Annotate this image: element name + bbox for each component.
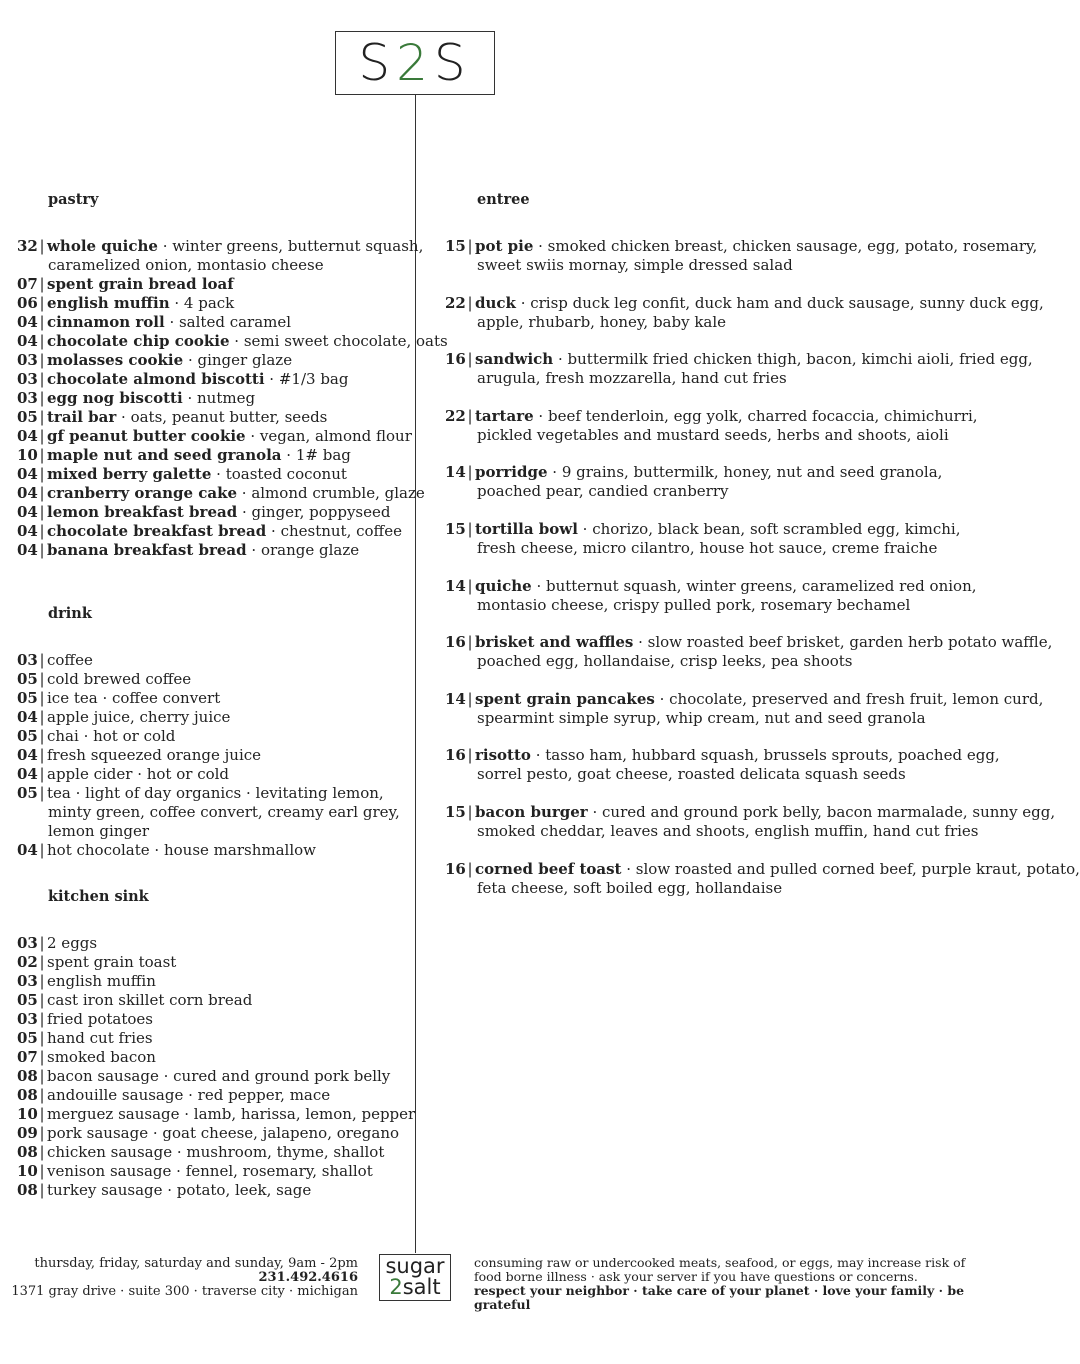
separator: | <box>39 689 45 707</box>
menu-item <box>17 1105 415 1124</box>
menu-item <box>17 727 175 746</box>
menu-item <box>17 934 97 953</box>
item-text: andouille sausage · red pepper, mace <box>47 1086 331 1104</box>
item-text: coffee <box>47 651 93 669</box>
item-description: · oats, peanut butter, seeds <box>116 408 328 426</box>
menu-item <box>17 651 93 670</box>
item-price: 08 <box>17 1181 38 1199</box>
item-text: turkey sausage · potato, leek, sage <box>47 1181 312 1199</box>
item-price: 14 <box>445 689 466 708</box>
item-name: mixed berry galette <box>47 465 212 483</box>
item-name: spent grain pancakes <box>475 689 655 708</box>
separator: | <box>39 351 45 369</box>
item-price: 08 <box>17 1143 38 1161</box>
separator: | <box>467 520 473 538</box>
item-price: 05 <box>17 408 38 426</box>
item-text: pork sausage · goat cheese, jalapeno, oregano <box>47 1124 400 1142</box>
item-description-cont: apple, rhubarb, honey, baby kale <box>477 312 727 331</box>
menu-item <box>445 237 1037 256</box>
separator: | <box>467 237 473 255</box>
item-price: 03 <box>17 1010 38 1028</box>
menu-item <box>17 465 347 484</box>
item-name: maple nut and seed granola <box>47 446 282 464</box>
separator: | <box>467 859 473 878</box>
item-price: 04 <box>17 484 38 502</box>
separator: | <box>39 1029 45 1047</box>
menu-item <box>17 275 234 294</box>
item-name: lemon breakfast bread <box>47 503 238 521</box>
item-price: 04 <box>17 746 38 764</box>
item-price: 10 <box>17 446 38 464</box>
item-price: 10 <box>17 1105 38 1123</box>
item-name: egg nog biscotti <box>47 389 183 407</box>
menu-item <box>445 294 1044 313</box>
item-description: · toasted coconut <box>211 465 347 483</box>
item-name: chocolate chip cookie <box>47 332 230 350</box>
item-name: tartare <box>475 406 534 425</box>
item-text: spent grain toast <box>47 953 177 971</box>
item-description: · slow roasted and pulled corned beef, purple kraut, potato, <box>621 859 1080 878</box>
entree-section <box>445 191 1080 897</box>
center-divider <box>415 95 416 1253</box>
item-price: 04 <box>17 503 38 521</box>
separator: | <box>39 746 45 764</box>
item-price: 15 <box>445 803 466 821</box>
menu-item <box>17 1029 153 1048</box>
item-text: fresh squeezed orange juice <box>47 746 262 764</box>
item-price: 04 <box>17 708 38 726</box>
item-price: 06 <box>17 294 38 312</box>
menu-item <box>445 463 942 482</box>
separator: | <box>39 427 45 445</box>
item-description: · 1# bag <box>281 446 351 464</box>
item-price: 16 <box>445 633 466 652</box>
item-price: 32 <box>17 237 38 255</box>
hours: thursday, friday, saturday and sunday, 9am - 2pm <box>34 1256 358 1271</box>
item-description-cont: caramelized onion, montasio cheese <box>48 256 324 274</box>
separator: | <box>39 313 45 331</box>
section-title: kitchen sink <box>48 888 149 905</box>
separator: | <box>39 503 45 521</box>
separator: | <box>39 727 45 745</box>
item-price: 03 <box>17 972 38 990</box>
item-description-cont: feta cheese, soft boiled egg, hollandaise <box>477 878 783 897</box>
separator: | <box>39 708 45 726</box>
item-price: 03 <box>17 934 38 952</box>
item-text: fried potatoes <box>47 1010 154 1028</box>
item-description: · salted caramel <box>164 313 292 331</box>
menu-item <box>17 784 384 803</box>
item-description: · tasso ham, hubbard squash, brussels sprouts, poached egg, <box>530 746 1000 765</box>
separator: | <box>39 1105 45 1123</box>
menu-item <box>17 1143 384 1162</box>
separator: | <box>39 370 45 388</box>
separator: | <box>39 541 45 559</box>
item-description-cont: poached egg, hollandaise, crisp leeks, pea shoots <box>477 652 853 671</box>
item-text: english muffin <box>47 972 156 990</box>
pastry-section <box>17 191 448 559</box>
item-description: · beef tenderloin, egg yolk, charred focaccia, chimichurri, <box>533 406 978 425</box>
item-description: · ginger glaze <box>183 351 293 369</box>
menu-item <box>17 972 156 991</box>
item-price: 02 <box>17 953 38 971</box>
item-text: apple juice, cherry juice <box>47 708 231 726</box>
menu-item <box>17 389 255 408</box>
separator: | <box>39 484 45 502</box>
item-price: 10 <box>17 1162 38 1180</box>
separator: | <box>39 1010 45 1028</box>
item-name: whole quiche <box>47 237 158 255</box>
menu-item <box>17 765 229 784</box>
menu-item <box>445 577 977 596</box>
item-text: chai · hot or cold <box>47 727 176 745</box>
footer-notice <box>474 1256 994 1312</box>
separator: | <box>467 463 473 482</box>
item-name: spent grain bread loaf <box>47 275 234 293</box>
item-description: · semi sweet chocolate, oats <box>229 332 448 350</box>
item-price: 05 <box>17 727 38 745</box>
separator: | <box>467 803 473 821</box>
item-description: · winter greens, butternut squash, <box>157 237 424 255</box>
item-description-cont: fresh cheese, micro cilantro, house hot sauce, creme fraiche <box>477 539 938 557</box>
item-price: 04 <box>17 332 38 350</box>
item-description-cont: arugula, fresh mozzarella, hand cut fries <box>477 369 787 388</box>
item-name: duck <box>475 293 516 312</box>
item-text: apple cider · hot or cold <box>47 765 230 783</box>
menu-item <box>17 1181 311 1200</box>
separator: | <box>467 350 473 369</box>
item-name: bacon burger <box>475 803 588 821</box>
item-price: 16 <box>445 350 466 369</box>
item-name: molasses cookie <box>47 351 184 369</box>
item-name: corned beef toast <box>475 859 622 878</box>
menu-item <box>445 520 960 539</box>
separator: | <box>467 293 473 312</box>
menu-item <box>17 991 252 1010</box>
menu-item <box>17 427 412 446</box>
item-price: 22 <box>445 293 466 312</box>
menu-item <box>445 803 1055 822</box>
separator: | <box>39 934 45 952</box>
separator: | <box>39 408 45 426</box>
menu-item <box>445 633 1052 652</box>
menu-item <box>17 294 234 313</box>
item-description-cont: montasio cheese, crispy pulled pork, rosemary bechamel <box>477 595 911 614</box>
item-name: tortilla bowl <box>475 520 578 538</box>
item-description: · 4 pack <box>169 294 235 312</box>
separator: | <box>39 651 45 669</box>
item-text: tea · light of day organics · levitating lemon, <box>47 784 384 802</box>
item-price: 03 <box>17 351 38 369</box>
kitchen-sink-section <box>17 888 416 1199</box>
menu-item <box>17 1010 153 1029</box>
item-name: trail bar <box>47 408 117 426</box>
separator: | <box>39 446 45 464</box>
phone: 231.492.4616 <box>258 1270 358 1285</box>
item-price: 04 <box>17 522 38 540</box>
separator: | <box>39 275 45 293</box>
item-price: 08 <box>17 1067 38 1085</box>
item-name: pot pie <box>475 237 534 255</box>
menu-item <box>17 841 316 860</box>
separator: | <box>39 1162 45 1180</box>
food-warning: consuming raw or undercooked meats, seafood, or eggs, may increase risk of food borne illness · ask your server if you have questions or concerns. <box>474 1255 966 1284</box>
item-description-cont: pickled vegetables and mustard seeds, herbs and shoots, aioli <box>477 425 949 444</box>
item-description: · smoked chicken breast, chicken sausage, egg, potato, rosemary, <box>533 237 1038 255</box>
address: 1371 gray drive · suite 300 · traverse city · michigan <box>11 1284 358 1299</box>
item-price: 05 <box>17 1029 38 1047</box>
menu-item <box>17 351 292 370</box>
item-price: 08 <box>17 1086 38 1104</box>
drink-section <box>17 605 407 859</box>
item-price: 16 <box>445 746 466 765</box>
menu-item <box>17 446 351 465</box>
separator: | <box>39 953 45 971</box>
item-description: · 9 grains, buttermilk, honey, nut and seed granola, <box>547 463 943 482</box>
item-description: · crisp duck leg confit, duck ham and duck sausage, sunny duck egg, <box>515 293 1044 312</box>
menu-item <box>17 689 220 708</box>
separator: | <box>39 1048 45 1066</box>
footer-contact <box>11 1257 358 1299</box>
menu-item <box>17 746 261 765</box>
menu-item <box>445 407 978 426</box>
item-price: 16 <box>445 859 466 878</box>
item-description: · buttermilk fried chicken thigh, bacon, kimchi aioli, fried egg, <box>553 350 1033 369</box>
item-text: cast iron skillet corn bread <box>47 991 253 1009</box>
menu-item <box>17 332 448 351</box>
item-description-cont: spearmint simple syrup, whip cream, nut and seed granola <box>477 708 926 727</box>
item-price: 04 <box>17 427 38 445</box>
separator: | <box>39 972 45 990</box>
item-description: · #1/3 bag <box>264 370 349 388</box>
item-name: gf peanut butter cookie <box>47 427 246 445</box>
menu-item <box>445 746 1000 765</box>
item-price: 04 <box>17 465 38 483</box>
item-text: bacon sausage · cured and ground pork belly <box>47 1067 391 1085</box>
item-text: 2 eggs <box>47 934 98 952</box>
section-title: pastry <box>48 191 99 208</box>
item-name: porridge <box>475 463 548 482</box>
item-description: · chocolate, preserved and fresh fruit, lemon curd, <box>654 689 1044 708</box>
item-text: cold brewed coffee <box>47 670 192 688</box>
item-description: · ginger, poppyseed <box>237 503 391 521</box>
separator: | <box>39 991 45 1009</box>
separator: | <box>39 1067 45 1085</box>
separator: | <box>39 294 45 312</box>
item-description: · chorizo, black bean, soft scrambled egg, kimchi, <box>577 520 961 538</box>
separator: | <box>39 784 45 802</box>
separator: | <box>39 670 45 688</box>
menu-item <box>17 541 359 560</box>
item-description: · nutmeg <box>182 389 256 407</box>
menu-item <box>445 860 1080 879</box>
menu-item <box>17 1048 156 1067</box>
item-text: smoked bacon <box>47 1048 156 1066</box>
menu-item <box>17 1162 373 1181</box>
item-text-cont: lemon ginger <box>48 822 150 840</box>
item-price: 04 <box>17 313 38 331</box>
item-name: english muffin <box>47 294 170 312</box>
separator: | <box>467 406 473 425</box>
menu-item <box>17 953 176 972</box>
separator: | <box>39 465 45 483</box>
separator: | <box>39 765 45 783</box>
separator: | <box>39 1143 45 1161</box>
item-description-cont: smoked cheddar, leaves and shoots, english muffin, hand cut fries <box>477 822 979 840</box>
item-price: 05 <box>17 689 38 707</box>
menu-item <box>445 350 1033 369</box>
footer-logo: sugar 2salt <box>379 1254 451 1301</box>
separator: | <box>39 841 45 859</box>
separator: | <box>467 576 473 595</box>
item-price: 03 <box>17 651 38 669</box>
item-price: 03 <box>17 389 38 407</box>
item-price: 15 <box>445 237 466 255</box>
item-price: 07 <box>17 1048 38 1066</box>
item-description-cont: sweet swiis mornay, simple dressed salad <box>477 256 793 274</box>
separator: | <box>39 389 45 407</box>
item-price: 14 <box>445 576 466 595</box>
separator: | <box>39 237 45 255</box>
item-text: ice tea · coffee convert <box>47 689 221 707</box>
menu-item <box>17 1124 399 1143</box>
menu-item <box>17 1067 390 1086</box>
item-description-cont: poached pear, candied cranberry <box>477 482 729 501</box>
item-name: sandwich <box>475 350 554 369</box>
separator: | <box>39 1181 45 1199</box>
item-name: cranberry orange cake <box>47 484 238 502</box>
item-price: 14 <box>445 463 466 482</box>
item-text-cont: minty green, coffee convert, creamy earl grey, <box>48 803 400 821</box>
item-price: 03 <box>17 370 38 388</box>
item-description: · cured and ground pork belly, bacon marmalade, sunny egg, <box>587 803 1056 821</box>
item-name: chocolate breakfast bread <box>47 522 267 540</box>
item-price: 15 <box>445 520 466 538</box>
menu-item <box>17 708 230 727</box>
item-price: 04 <box>17 841 38 859</box>
separator: | <box>39 332 45 350</box>
item-price: 05 <box>17 670 38 688</box>
item-description: · vegan, almond flour <box>245 427 412 445</box>
menu-item <box>17 313 291 332</box>
separator: | <box>39 1086 45 1104</box>
item-description: · slow roasted beef brisket, garden herb potato waffle, <box>633 633 1053 652</box>
item-name: banana breakfast bread <box>47 541 247 559</box>
item-description: · chestnut, coffee <box>266 522 402 540</box>
item-price: 05 <box>17 784 38 802</box>
item-text: chicken sausage · mushroom, thyme, shallot <box>47 1143 385 1161</box>
item-text: merguez sausage · lamb, harissa, lemon, pepper <box>47 1105 416 1123</box>
menu-item <box>17 370 348 389</box>
menu-item <box>17 237 423 256</box>
item-name: chocolate almond biscotti <box>47 370 265 388</box>
menu-item <box>17 408 327 427</box>
item-description: · orange glaze <box>246 541 360 559</box>
item-price: 04 <box>17 765 38 783</box>
item-text: hand cut fries <box>47 1029 153 1047</box>
logo: S2S <box>335 31 495 95</box>
item-name: risotto <box>475 746 531 765</box>
item-name: cinnamon roll <box>47 313 165 331</box>
item-description: · almond crumble, glaze <box>237 484 425 502</box>
separator: | <box>467 633 473 652</box>
item-name: quiche <box>475 576 532 595</box>
section-title: entree <box>477 191 530 208</box>
menu-item <box>17 1086 330 1105</box>
item-price: 04 <box>17 541 38 559</box>
item-price: 07 <box>17 275 38 293</box>
separator: | <box>467 689 473 708</box>
section-title: drink <box>48 605 92 622</box>
motto: respect your neighbor · take care of your planet · love your family · be grateful <box>474 1283 965 1312</box>
menu-item <box>445 690 1043 709</box>
item-description: · butternut squash, winter greens, caramelized red onion, <box>531 576 977 595</box>
item-text: venison sausage · fennel, rosemary, shallot <box>47 1162 373 1180</box>
item-text: hot chocolate · house marshmallow <box>47 841 316 859</box>
menu-item <box>17 484 425 503</box>
menu-item <box>17 503 390 522</box>
item-description-cont: sorrel pesto, goat cheese, roasted delicata squash seeds <box>477 765 906 784</box>
separator: | <box>39 1124 45 1142</box>
separator: | <box>467 746 473 765</box>
menu-item <box>17 522 402 541</box>
menu-item <box>17 670 191 689</box>
separator: | <box>39 522 45 540</box>
item-name: brisket and waffles <box>475 633 634 652</box>
item-price: 05 <box>17 991 38 1009</box>
item-price: 22 <box>445 406 466 425</box>
item-price: 09 <box>17 1124 38 1142</box>
